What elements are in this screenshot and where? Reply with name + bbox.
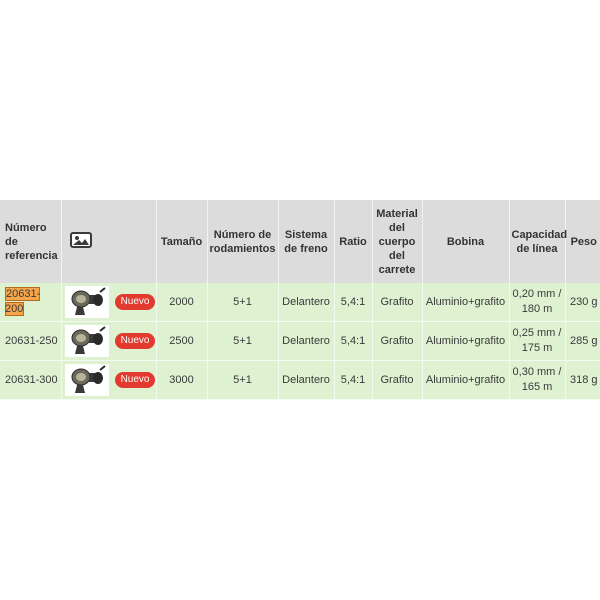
header-size[interactable]: Tamaño [156,200,207,283]
new-badge: Nuevo [115,333,156,349]
bearings-cell: 5+1 [207,361,278,400]
reel-thumbnail[interactable] [65,325,109,357]
bearings-cell: 5+1 [207,322,278,361]
header-capacity[interactable]: Capacidad de línea [509,200,565,283]
size-cell: 2000 [156,283,207,322]
weight-cell: 285 g [565,322,600,361]
new-badge: Nuevo [115,294,156,310]
ref-cell[interactable]: 20631-250 [0,322,61,361]
image-icon [70,232,92,252]
brake-cell: Delantero [278,283,334,322]
header-bearings[interactable]: Número de rodamientos [207,200,278,283]
table-row[interactable] [0,283,600,322]
capacity-cell: 0,20 mm / 180 m [509,283,565,322]
size-cell: 3000 [156,361,207,400]
header-brake[interactable]: Sistema de freno [278,200,334,283]
spool-cell: Aluminio+grafito [422,283,509,322]
ref-cell[interactable] [0,283,61,322]
ratio-cell: 5,4:1 [334,361,372,400]
ratio-cell: 5,4:1 [334,283,372,322]
image-cell [61,361,156,400]
header-image [61,200,156,283]
product-spec-table-wrapper [0,200,600,400]
header-weight[interactable]: Peso [565,200,600,283]
table-row[interactable] [0,322,600,361]
header-material[interactable]: Material del cuerpo del carrete [372,200,422,283]
spool-cell: Aluminio+grafito [422,361,509,400]
material-cell: Grafito [372,361,422,400]
material-cell: Grafito [372,283,422,322]
header-ratio[interactable]: Ratio [334,200,372,283]
weight-cell: 230 g [565,283,600,322]
image-cell [61,322,156,361]
spool-cell: Aluminio+grafito [422,322,509,361]
capacity-cell: 0,25 mm / 175 m [509,322,565,361]
material-cell: Grafito [372,322,422,361]
reel-thumbnail[interactable] [65,364,109,396]
table-header-row [0,200,600,283]
table-row[interactable] [0,361,600,400]
product-spec-table [0,200,600,400]
ref-cell[interactable]: 20631-300 [0,361,61,400]
bearings-cell: 5+1 [207,283,278,322]
ref-highlight[interactable]: 20631-200 [5,288,41,315]
header-ref[interactable]: Número de referencia [0,200,61,283]
header-spool[interactable]: Bobina [422,200,509,283]
ratio-cell: 5,4:1 [334,322,372,361]
size-cell: 2500 [156,322,207,361]
brake-cell: Delantero [278,322,334,361]
image-cell [61,283,156,322]
weight-cell: 318 g [565,361,600,400]
capacity-cell: 0,30 mm / 165 m [509,361,565,400]
brake-cell: Delantero [278,361,334,400]
reel-thumbnail[interactable] [65,286,109,318]
new-badge: Nuevo [115,372,156,388]
